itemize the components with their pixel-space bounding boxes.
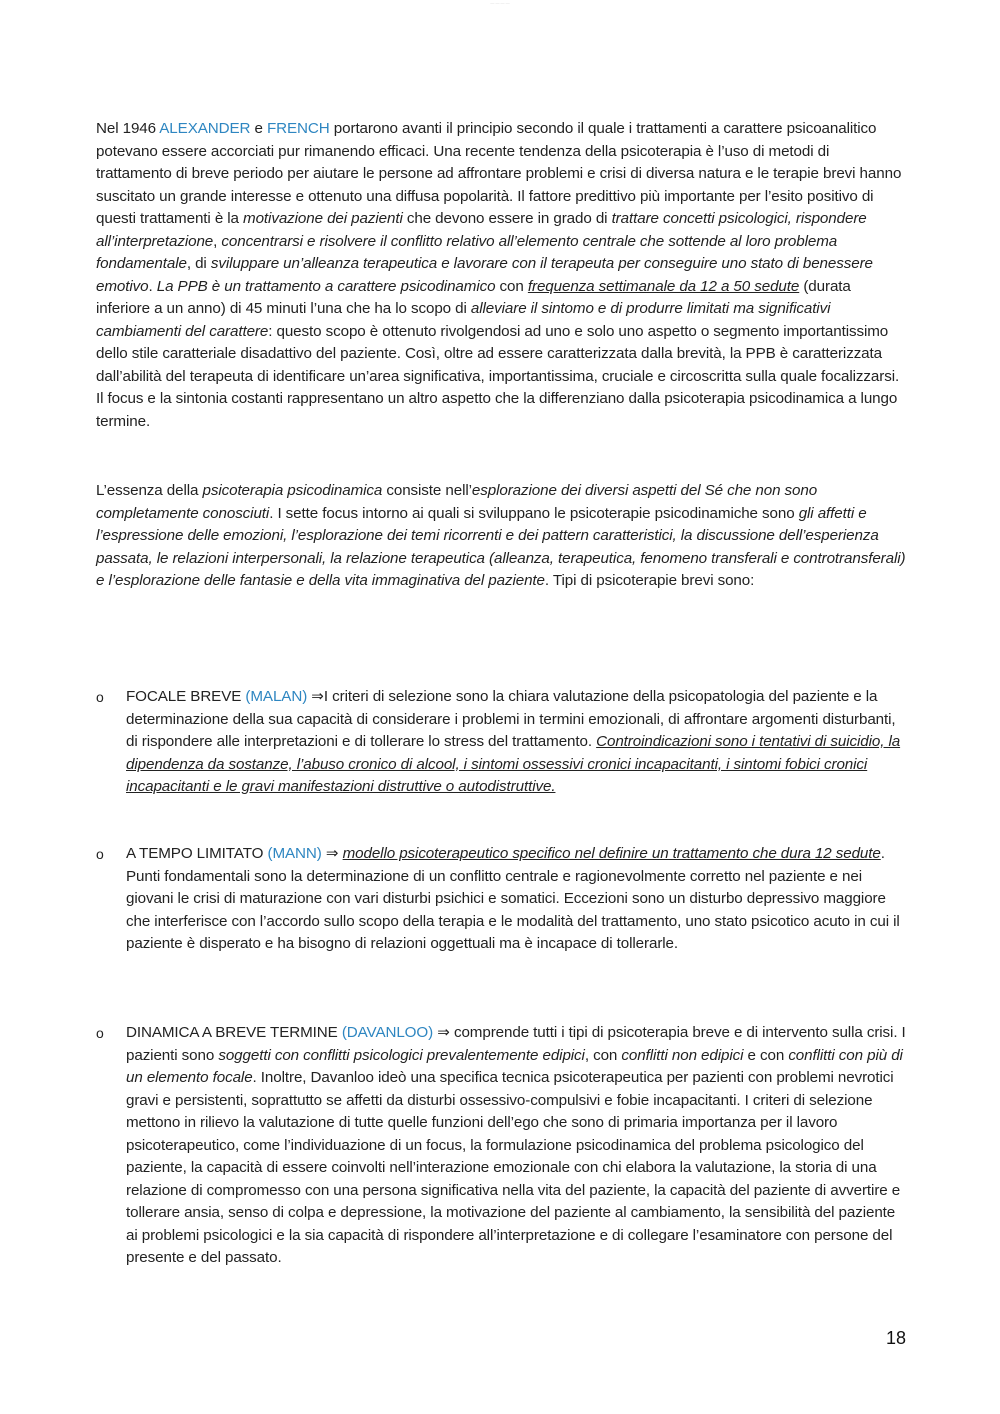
italic-run: alleviare il sintomo e di produrre limitati ma significativi cambiamenti del carattere: [96, 300, 831, 340]
paragraph-intro: [96, 118, 908, 433]
underlined-run: Controindicazioni sono i tentativi di suicidio, la dipendenza da sostanze, l’abuso cronico di alcool, i sintomi ossessivi cronici incapacitanti, i sintomi fobici cronici incapacitanti e le gravi manifestazioni distruttive o autodistruttive.: [126, 733, 901, 795]
bullet-marker: o: [96, 846, 104, 862]
text-run: . Inoltre, Davanloo ideò una specifica tecnica psicoterapeutica per pazienti con problemi nevrotici gravi e persistenti, soprattutto se affetti da disturbi ossessivo-compulsivi e fobie incapacitanti. I criteri di selezione mettono in rilievo la valutazione di tutte quelle funzioni dell’ego che sono di primaria importanza per il lavoro psicoterapeutico, come l’individuazione di un focus, la formulazione psicodinamica del problema psicologico del paziente, la capacità di essere coinvolti nell’interazione emozionale con chi elabora la valutazione, la storia di una relazione di compromesso con una persona significativa nella vita del paziente, la capacità del paziente di avvertire e tollerare ansia, senso di colpa e depressione, la motivazione del paziente al cambiamento, la sensibilità del paziente ai problemi psicologici e la sia capacità di rispondere all’interpretazione e di collegare l’esaminatore con persone del presente e del passato.: [126, 1069, 901, 1266]
text-run: Nel 1946: [96, 120, 160, 137]
italic-run: gli affetti e l’espressione delle emozioni, l’esplorazione dei temi ricorrenti e dei pattern caratteristici, la discussione dell’esperienza passata, le relazioni interpersonali, la relazione terapeutica (alleanza, terapeutica, fenomeno transferali e controtransferali) e l’esplorazione delle fantasie e della vita immaginativa del paziente: [96, 504, 906, 589]
bullet-marker: o: [96, 1025, 104, 1041]
text-run: , di: [186, 255, 211, 272]
list-item-focale-breve: [96, 686, 908, 799]
list-item-title: A TEMPO LIMITATO: [126, 845, 268, 862]
author-name-davanloo: (DAVANLOO): [341, 1024, 434, 1041]
italic-run: trattare concetti psicologici, rispondere all’interpretazione: [96, 210, 867, 250]
text-run: consiste nell’: [382, 482, 472, 499]
list-item-title: DINAMICA A BREVE TERMINE: [126, 1024, 342, 1041]
header-watermark: — — — —: [490, 0, 510, 5]
list-item-content: [126, 1022, 908, 1270]
text-run: (durata inferiore a un anno) di 45 minuti l’una che ha lo scopo di: [96, 277, 851, 317]
italic-run: psicoterapia psicodinamica: [202, 482, 383, 499]
italic-run: soggetti con conflitti psicologici prevalentemente edipici: [218, 1046, 585, 1064]
text-run: comprende tutti i tipi di psicoterapia breve e di intervento sulla crisi. I pazienti sono: [126, 1024, 906, 1064]
list-item-tempo-limitato: [96, 843, 908, 956]
text-run: portarono avanti il principio secondo il quale i trattamenti a carattere psicoanalitico potevano essere accorciati pur rimanendo efficaci. Una recente tendenza della psicoterapia è l’uso di metodi di trattamento di breve periodo per aiutare le persone ad affrontare problemi e crisi di diversa natura e le terapie brevi hanno suscitato un grande interesse e ottenuto una diffusa popolarità. Il fattore predittivo più importante per l’esito positivo di questi trattamenti è la: [96, 120, 902, 227]
text-run: L’essenza della: [96, 482, 203, 499]
text-run: .: [148, 277, 157, 295]
italic-run: sviluppare un’alleanza terapeutica e lavorare con il terapeuta per conseguire uno stato di benessere emotivo: [96, 255, 873, 295]
author-name-french: FRENCH: [266, 120, 330, 137]
arrow-icon: ⇒: [433, 1024, 454, 1041]
paragraph-essence: [96, 480, 908, 593]
italic-run: concentrarsi e risolvere il conflitto relativo all’elemento centrale che sottende al loro problema fondamentale: [96, 232, 838, 272]
arrow-icon: ⇒: [307, 688, 324, 705]
text-run: . Punti fondamentali sono la determinazione di un conflitto centrale e ragionevolmente corretto nel paziente e nei giovani le crisi di maturazione con vari disturbi psichici e somatici. Eccezioni sono un disturbo depressivo maggiore che interferisce con l’accordo sullo scopo della terapia e le modalità del trattamento, uno stato psicotico acuto in cui il paziente è disperato e ha bisogno di relazioni oggettuali ma è incapace di tollerarle.: [126, 845, 900, 952]
author-name-malan: (MALAN): [245, 688, 308, 705]
text-run: e con: [743, 1046, 789, 1064]
arrow-icon: ⇒: [321, 845, 343, 862]
text-run: . I sette focus intorno ai quali si sviluppano le psicoterapie psicodinamiche sono: [269, 504, 799, 522]
text-run: e: [250, 120, 267, 137]
italic-run: esplorazione dei diversi aspetti del Sé che non sono completamente conosciuti: [96, 482, 818, 522]
italic-run: motivazione dei pazienti: [243, 210, 403, 227]
text-run: . Tipi di psicoterapie brevi sono:: [544, 572, 755, 589]
underlined-run: frequenza settimanale da 12 a 50 sedute: [527, 277, 800, 295]
italic-run: conflitti con più di un elemento focale: [126, 1046, 903, 1086]
list-item-content: [126, 843, 908, 956]
text-run: che devono essere in grado di: [402, 210, 612, 227]
italic-run: conflitti non edipici: [621, 1046, 744, 1064]
text-run: ,: [213, 232, 222, 250]
text-run: , con: [584, 1046, 622, 1064]
text-run: I criteri di selezione sono la chiara valutazione della psicopatologia del paziente e la determinazione della sua capacità di considerare i problemi in termini emozionali, di affrontare argomenti disturbanti, di rispondere alle interpretazioni e di tollerare lo stress del trattamento.: [126, 688, 896, 750]
author-name-alexander: ALEXANDER: [159, 120, 251, 137]
bullet-marker: o: [96, 689, 104, 705]
author-name-mann: (MANN): [267, 845, 322, 862]
text-run: : questo scopo è ottenuto rivolgendosi ad uno e solo uno aspetto o segmento importantissimo dello stile caratteriale disadattivo del paziente. Così, oltre ad essere caratterizzata dalla brevità, la PPB è caratterizzata dall’abilità del terapeuta di identificare un’area significativa, importantissima, cruciale e circoscritta sulla quale focalizzarsi. Il focus e la sintonia costanti rappresentano un altro aspetto che la differenziano dalla psicoterapia psicodinamica a lungo termine.: [96, 322, 900, 430]
page-number: 18: [885, 1328, 906, 1348]
text-run: con: [495, 277, 528, 295]
underlined-run: modello psicoterapeutico specifico nel definire un trattamento che dura 12 sedute: [342, 845, 881, 862]
list-item-dinamica-breve: [96, 1022, 908, 1270]
list-item-title: FOCALE BREVE: [126, 688, 246, 705]
list-item-content: [126, 686, 908, 799]
italic-run: La PPB è un trattamento a carattere psicodinamico: [156, 277, 496, 295]
